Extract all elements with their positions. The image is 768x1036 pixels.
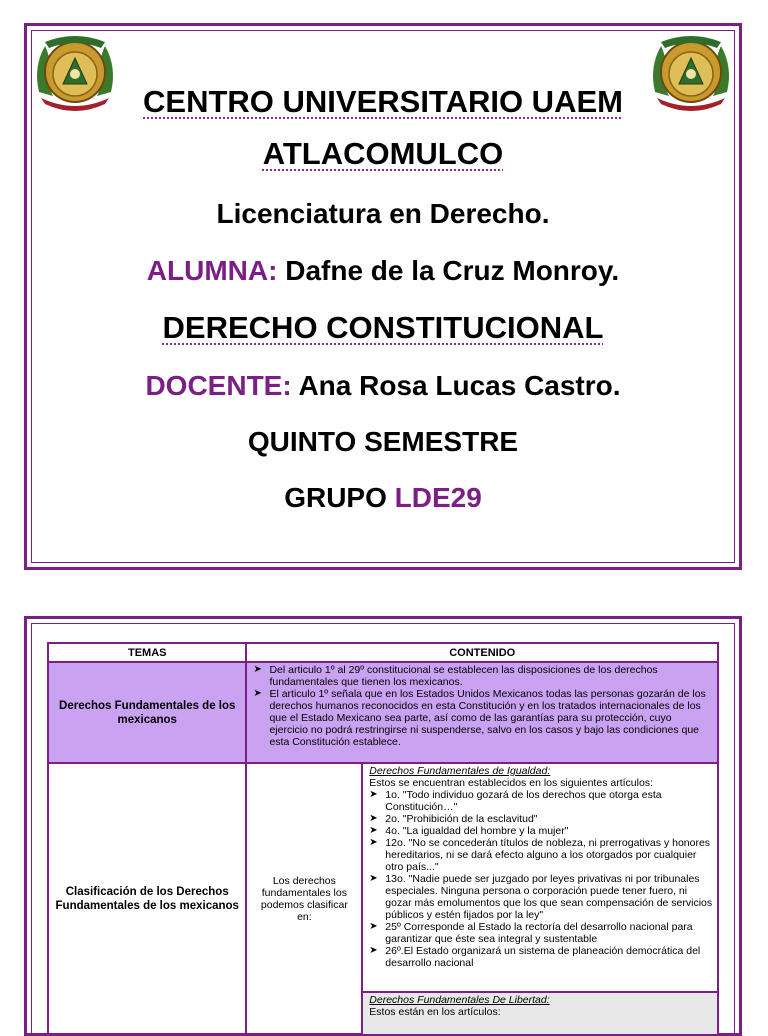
student-line [27, 255, 739, 287]
list-item: ➤ 2o. "Prohibición de la esclavitud" [369, 813, 713, 825]
igualdad-intro: Estos se encuentran establecidos en los siguientes artículos: [369, 777, 653, 789]
teacher-name: Ana Rosa Lucas Castro. [298, 370, 621, 401]
list-item: ➤ 1o. "Todo individuo gozará de los derechos que otorga esta Constitución…" [369, 789, 713, 813]
topic-clasificacion: Clasificación de los Derechos Fundamentales de los mexicanos [48, 763, 246, 1035]
list-item: ➤ 13o. "Nadie puede ser juzgado por leyes privativas ni por tribunales especiales. Ninguna persona o corporación puede tener fuero, ni gozar más emolumentos que los que sean compensación de servicios públicos y estén fijados por la ley" [369, 873, 713, 921]
igualdad-title: Derechos Fundamentales de Igualdad: [369, 765, 551, 777]
subject-title: DERECHO CONSTITUCIONAL [162, 310, 604, 345]
list-item: ➤ 12o. "No se concederán títulos de nobleza, ni prerrogativas y honores hereditarios, ni se dará efecto alguno a los otorgados por cualquier otro país..." [369, 837, 713, 873]
classification-intro: Los derechos fundamentales los podemos clasificar en: [246, 763, 362, 1035]
degree-title: Licenciatura en Derecho. [216, 198, 550, 229]
list-item: ➤ 26º.El Estado organizará un sistema de planeación democrática del desarrollo nacional [369, 945, 713, 969]
group-code: LDE29 [394, 482, 482, 513]
student-label: ALUMNA: [146, 255, 278, 286]
table-row [48, 662, 718, 763]
list-item: ➤ 25º Corresponde al Estado la rectoría del desarrollo nacional para garantizar que éste sea integral y sustentable [369, 921, 713, 945]
content-derechos-fundamentales [246, 662, 718, 763]
header-contenido: CONTENIDO [246, 643, 718, 662]
table-row [48, 763, 718, 992]
topics-table [47, 642, 719, 1036]
teacher-label: DOCENTE: [145, 370, 292, 401]
group-label: GRUPO [284, 482, 387, 513]
topic-derechos-fundamentales: Derechos Fundamentales de los mexicanos [48, 662, 246, 763]
cover-page [24, 23, 742, 570]
university-name-line1: CENTRO UNIVERSITARIO UAEM [143, 84, 623, 119]
list-item: ➤ 4o. "La igualdad del hombre y la mujer" [369, 825, 713, 837]
libertad-title: Derechos Fundamentales De Libertad: [369, 994, 550, 1006]
list-item: ➤ El articulo 1º señala que en los Estados Unidos Mexicanos todas las personas gozarán de los derechos humanos reconocidos en esta Constitución y en los tratados internacionales de los que el Estado Mexicano sea parte, así como de las garantías para su protección, cuyo ejercicio no podrá restringirse ni suspenderse, salvo en los casos y bajo las condiciones que esta Constitución establece. [253, 688, 713, 748]
igualdad-cell [362, 763, 718, 992]
table-header-row [48, 643, 718, 662]
teacher-line [27, 370, 739, 402]
libertad-cell [362, 992, 718, 1035]
university-name-line2: ATLACOMULCO [262, 136, 504, 171]
group-line [27, 482, 739, 514]
semester-title: QUINTO SEMESTRE [247, 426, 519, 457]
student-name: Dafne de la Cruz Monroy. [285, 255, 620, 286]
header-temas: TEMAS [48, 643, 246, 662]
libertad-intro: Estos están en los artículos: [369, 1006, 501, 1018]
list-item: ➤ Del articulo 1º al 29º constitucional se establecen las disposiciones de los derechos fundamentales que tienen los mexicanos. [253, 664, 713, 688]
